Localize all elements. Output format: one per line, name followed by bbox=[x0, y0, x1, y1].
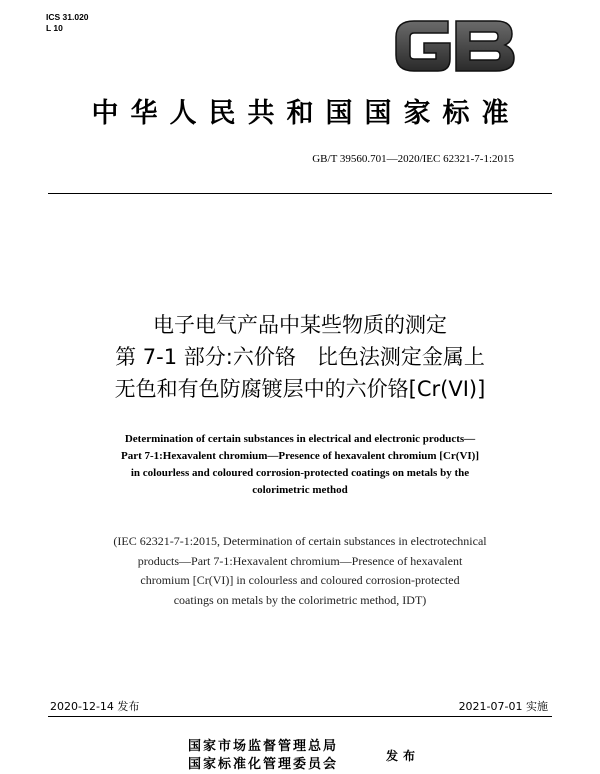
en-title-line-2: Part 7-1:Hexavalent chromium—Presence of hexavalent chromium [Cr(VI)] bbox=[120, 450, 480, 462]
en-title-line-4: colorimetric method bbox=[252, 484, 348, 496]
iec-note-line-3: chromium [Cr(VI)] in colourless and coloured corrosion-protected bbox=[140, 573, 460, 587]
iec-equivalence-note bbox=[60, 532, 540, 610]
logo-letter-b bbox=[456, 21, 514, 71]
publisher-samr: 国家市场监督管理总局 bbox=[188, 739, 339, 754]
logo-letter-g bbox=[396, 21, 450, 71]
publisher-sac: 国家标准化管理委员会 bbox=[188, 757, 339, 772]
iec-note-line-4: coatings on metals by the colorimetric method, IDT) bbox=[173, 592, 427, 607]
issue-date: 2020-12-14 发布 bbox=[50, 700, 140, 713]
iec-note-line-1: (IEC 62321-7-1:2015, Determination of certain substances in electrotechnical bbox=[113, 534, 487, 548]
cn-title-line-3: 无色和有色防腐镀层中的六价铬[Cr(VI)] bbox=[114, 377, 486, 401]
implement-date: 2021-07-01 实施 bbox=[458, 700, 548, 713]
ics-classification bbox=[46, 12, 89, 34]
iec-note-line-2: products—Part 7-1:Hexavalent chromium—Presence of hexavalent bbox=[137, 553, 463, 568]
gb-logo bbox=[392, 15, 518, 77]
cn-title-line-1: 电子电气产品中某些物质的测定 bbox=[153, 313, 447, 337]
national-standard-title: 中华人民共和国国家标准 bbox=[91, 98, 521, 129]
chinese-title bbox=[0, 309, 600, 405]
ics-code: ICS 31.020 bbox=[46, 12, 89, 22]
ccs-code: L 10 bbox=[46, 23, 63, 33]
bottom-divider bbox=[48, 716, 552, 717]
publish-label: 发布 bbox=[386, 749, 421, 763]
standard-code: GB/T 39560.701—2020/IEC 62321-7-1:2015 bbox=[312, 153, 514, 165]
english-title bbox=[60, 431, 540, 499]
en-title-line-3: in colourless and coloured corrosion-protected coatings on metals by the bbox=[130, 467, 470, 479]
en-title-line-1: Determination of certain substances in electrical and electronic products— bbox=[124, 433, 476, 445]
cn-title-line-2: 第 7-1 部分:六价铬 比色法测定金属上 bbox=[115, 345, 485, 369]
top-divider bbox=[48, 193, 552, 194]
